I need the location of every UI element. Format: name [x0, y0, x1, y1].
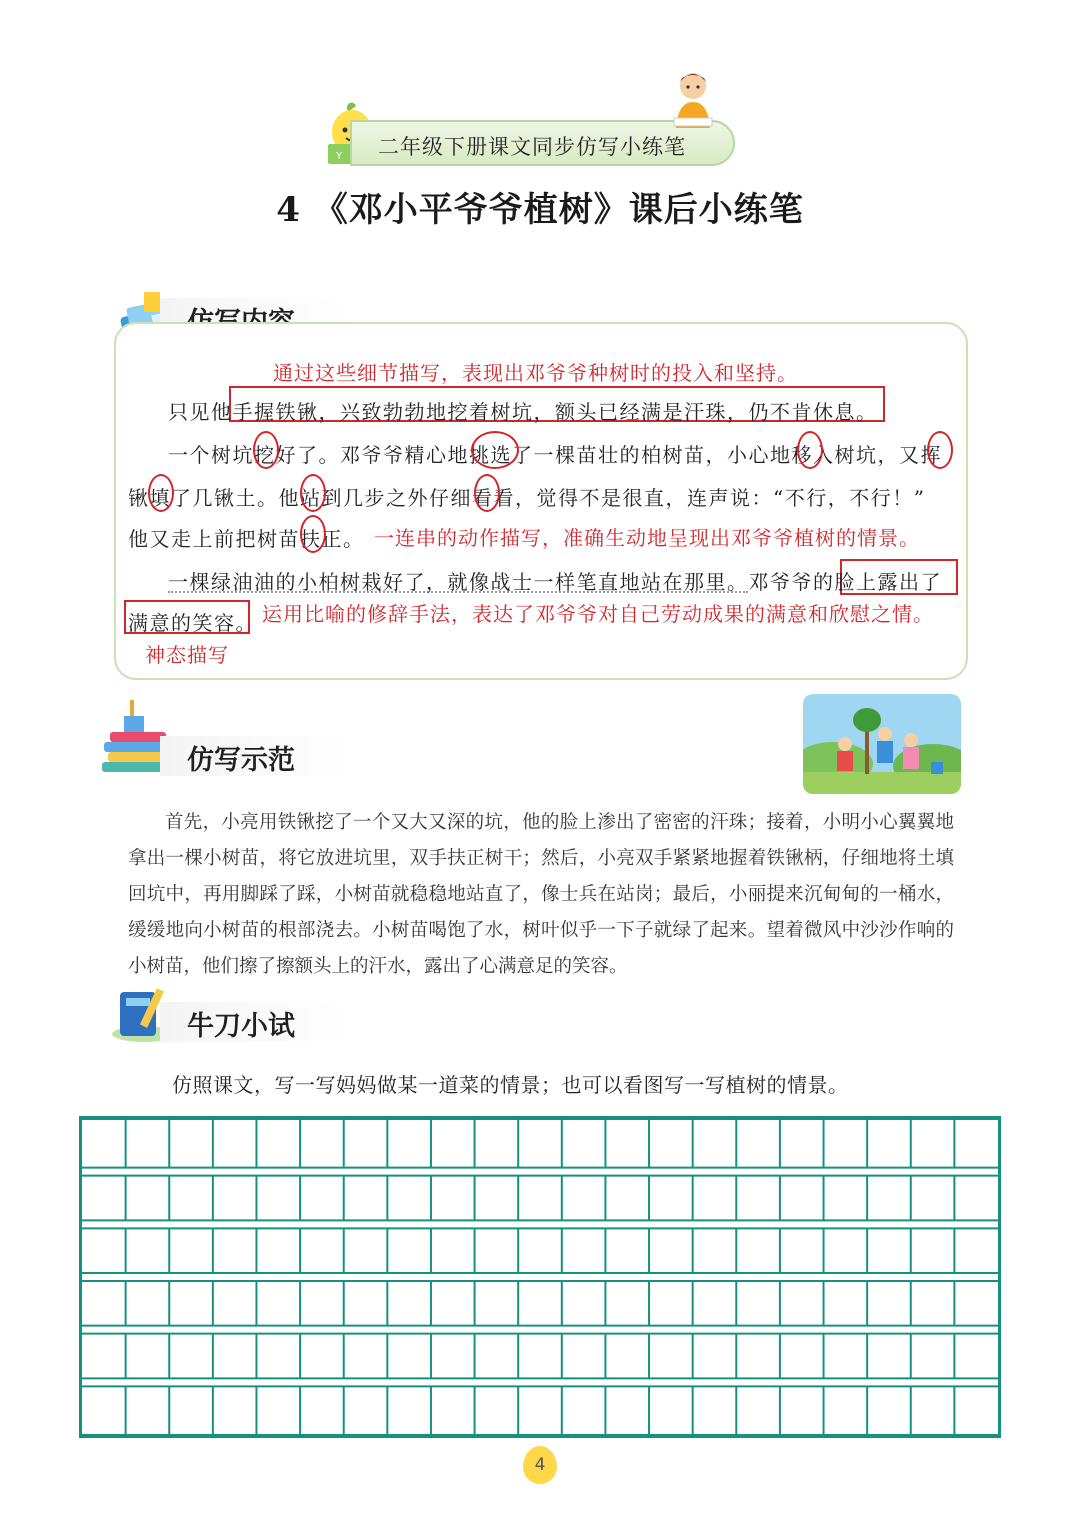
verb-circle [253, 431, 279, 469]
verb-circle [471, 431, 519, 469]
verb-circle [300, 515, 326, 553]
verb-circle [474, 474, 500, 512]
example-section-title: 仿写示范 [187, 745, 295, 776]
paragraph-3-line-1: 一棵绿油油的小柏树栽好了，就像战士一样笔直地站在那里。邓爷爷的脸上露出了 [168, 570, 942, 594]
svg-text:Y: Y [336, 151, 343, 162]
paragraph-2-line-1: 一个树坑挖好了。邓爷爷精心地挑选了一棵苗壮的柏树苗，小心地移入树坑，又挥 [168, 443, 942, 467]
example-paragraph: 首先，小亮用铁锹挖了一个又大又深的坑，他的脸上渗出了密密的汗珠；接着，小明小心翼翼地拿出一棵小树苗，将它放进坑里，双手扶正树干；然后，小亮双手紧紧地握着铁锹柄，仔细地将土填回坑中，再用脚踩了踩，小树苗就稳稳地站直了，像士兵在站岗；最后，小丽提来沉甸甸的一桶水，缓缓地向小树苗的根部浇去。小树苗喝饱了水，树叶似乎一下子就绿了起来。望着微风中沙沙作响的小树苗，他们擦了擦额头上的汗水，露出了心满意足的笑容。 [128, 812, 954, 977]
annotation-expression: 神态描写 [145, 643, 229, 667]
paragraph-2-line-3: 他又走上前把树苗扶正。 [128, 527, 365, 551]
paragraph-2-line-2: 锹填了几锹土。他站到几步之外仔细看看，觉得不是很直，连声说：“不行，不行！” [128, 486, 926, 510]
tree-planting-illustration [803, 694, 961, 794]
annotation-metaphor: 运用比喻的修辞手法，表达了邓爷爷对自己劳动成果的满意和欣慰之情。 [262, 602, 934, 626]
annotation-actions: 一连串的动作描写，准确生动地呈现出邓爷爷植树的情景。 [374, 526, 920, 550]
series-label: 二年级下册课文同步仿写小练笔 [378, 135, 686, 159]
exercise-section-title: 牛刀小试 [187, 1011, 295, 1042]
boy-writing-icon [668, 66, 718, 128]
paragraph-1: 只见他手握铁锹，兴致勃勃地挖着树坑，额头已经满是汗珠，仍不肯休息。 [168, 400, 878, 424]
exercise-instruction: 仿照课文，写一写妈妈做某一道菜的情景；也可以看图写一写植树的情景。 [172, 1073, 849, 1097]
verb-circle [300, 474, 326, 512]
annotation-detail: 通过这些细节描写，表现出邓爷爷种树时的投入和坚持。 [273, 361, 798, 385]
verb-circle [148, 474, 174, 512]
verb-circle [797, 431, 823, 469]
page-title: 4 《邓小平爷爷植树》课后小练笔 [276, 190, 804, 230]
writing-grid[interactable] [79, 1116, 1001, 1438]
paragraph-3-line-2: 满意的笑容。 [128, 611, 257, 635]
page-number: 4 [534, 1455, 546, 1475]
verb-circle [927, 431, 953, 469]
